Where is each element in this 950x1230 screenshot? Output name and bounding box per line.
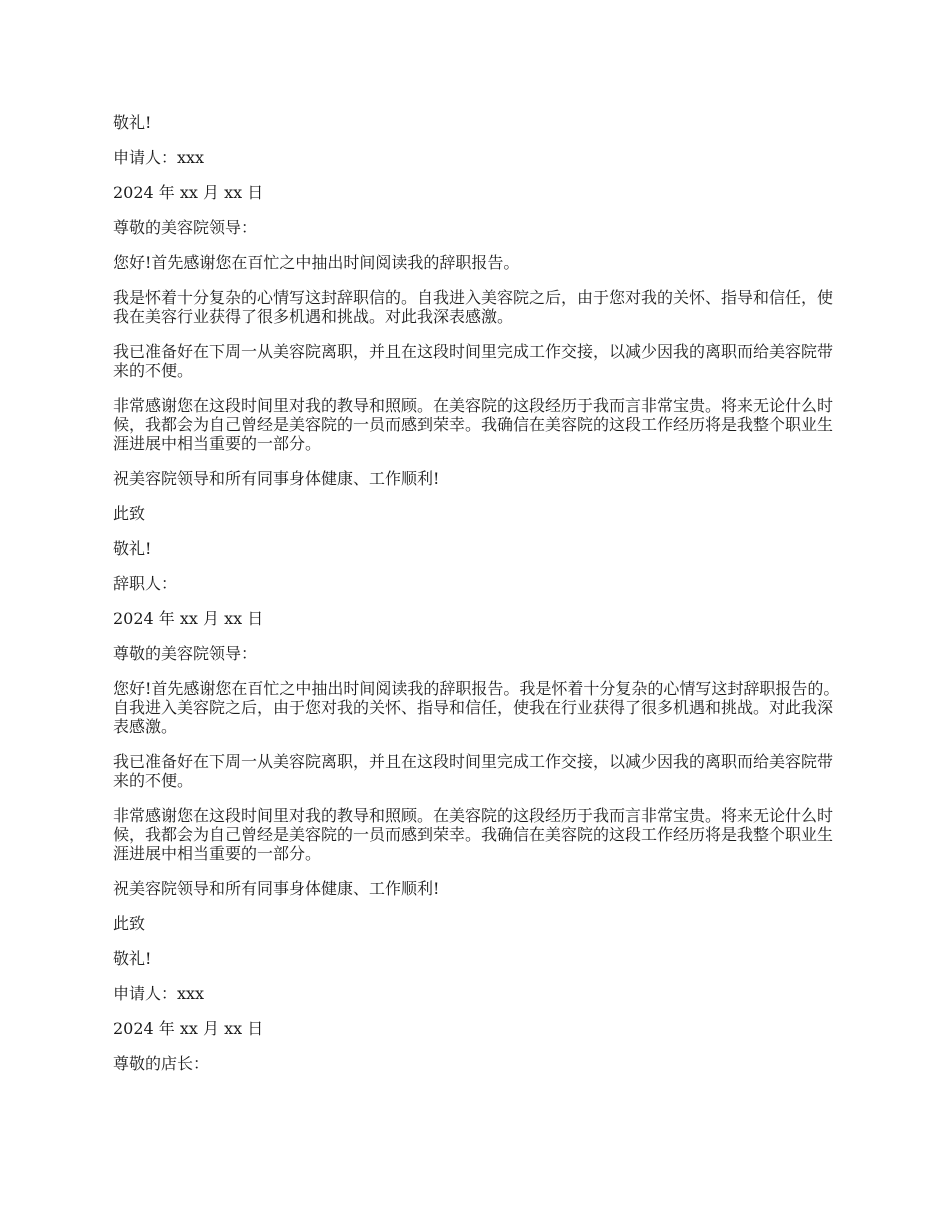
body-paragraph: 非常感谢您在这段时间里对我的教导和照顾。在美容院的这段经历于我而言非常宝贵。将来无论什么时候，我都会为自己曾经是美容院的一员而感到荣幸。我确信在美容院的这段工作经历将是我整个职业生涯进展中相当重要的一部分。 <box>113 806 834 863</box>
date-line: 2024 年 xx 月 xx 日 <box>113 1019 264 1038</box>
body-paragraph: 非常感谢您在这段时间里对我的教导和照顾。在美容院的这段经历于我而言非常宝贵。将来无论什么时候，我都会为自己曾经是美容院的一员而感到荣幸。我确信在美容院的这段工作经历将是我整个职业生涯进展中相当重要的一部分。 <box>113 396 834 453</box>
resigner-line: 辞职人： <box>113 574 178 593</box>
salutation: 尊敬的店长： <box>113 1054 210 1073</box>
document-body <box>113 113 840 1089</box>
date-line: 2024 年 xx 月 xx 日 <box>113 609 264 628</box>
date-line: 2024 年 xx 月 xx 日 <box>113 183 264 202</box>
body-paragraph: 您好!首先感谢您在百忙之中抽出时间阅读我的辞职报告。我是怀着十分复杂的心情写这封辞职报告的。自我进入美容院之后，由于您对我的关怀、指导和信任，使我在行业获得了很多机遇和挑战。对此我深表感激。 <box>113 679 840 736</box>
body-paragraph: 您好!首先感谢您在百忙之中抽出时间阅读我的辞职报告。 <box>113 253 520 272</box>
body-paragraph: 我已准备好在下周一从美容院离职，并且在这段时间里完成工作交接，以减少因我的离职而给美容院带来的不便。 <box>113 752 834 790</box>
salutation: 尊敬的美容院领导： <box>113 218 258 237</box>
body-paragraph: 我已准备好在下周一从美容院离职，并且在这段时间里完成工作交接，以减少因我的离职而给美容院带来的不便。 <box>113 342 834 380</box>
wishes-line: 祝美容院领导和所有同事身体健康、工作顺利! <box>113 879 440 898</box>
salutation: 尊敬的美容院领导： <box>113 644 258 663</box>
closing-phrase: 此致 <box>113 504 146 523</box>
wishes-line: 祝美容院领导和所有同事身体健康、工作顺利! <box>113 469 440 488</box>
closing-phrase: 此致 <box>113 914 146 933</box>
closing-salute: 敬礼! <box>113 949 152 968</box>
applicant-line: 申请人：xxx <box>113 984 205 1003</box>
closing-salute: 敬礼! <box>113 539 152 558</box>
closing-salute: 敬礼! <box>113 113 152 132</box>
body-paragraph: 我是怀着十分复杂的心情写这封辞职信的。自我进入美容院之后，由于您对我的关怀、指导和信任，使我在美容行业获得了很多机遇和挑战。对此我深表感激。 <box>113 288 834 326</box>
applicant-line: 申请人：xxx <box>113 148 205 167</box>
